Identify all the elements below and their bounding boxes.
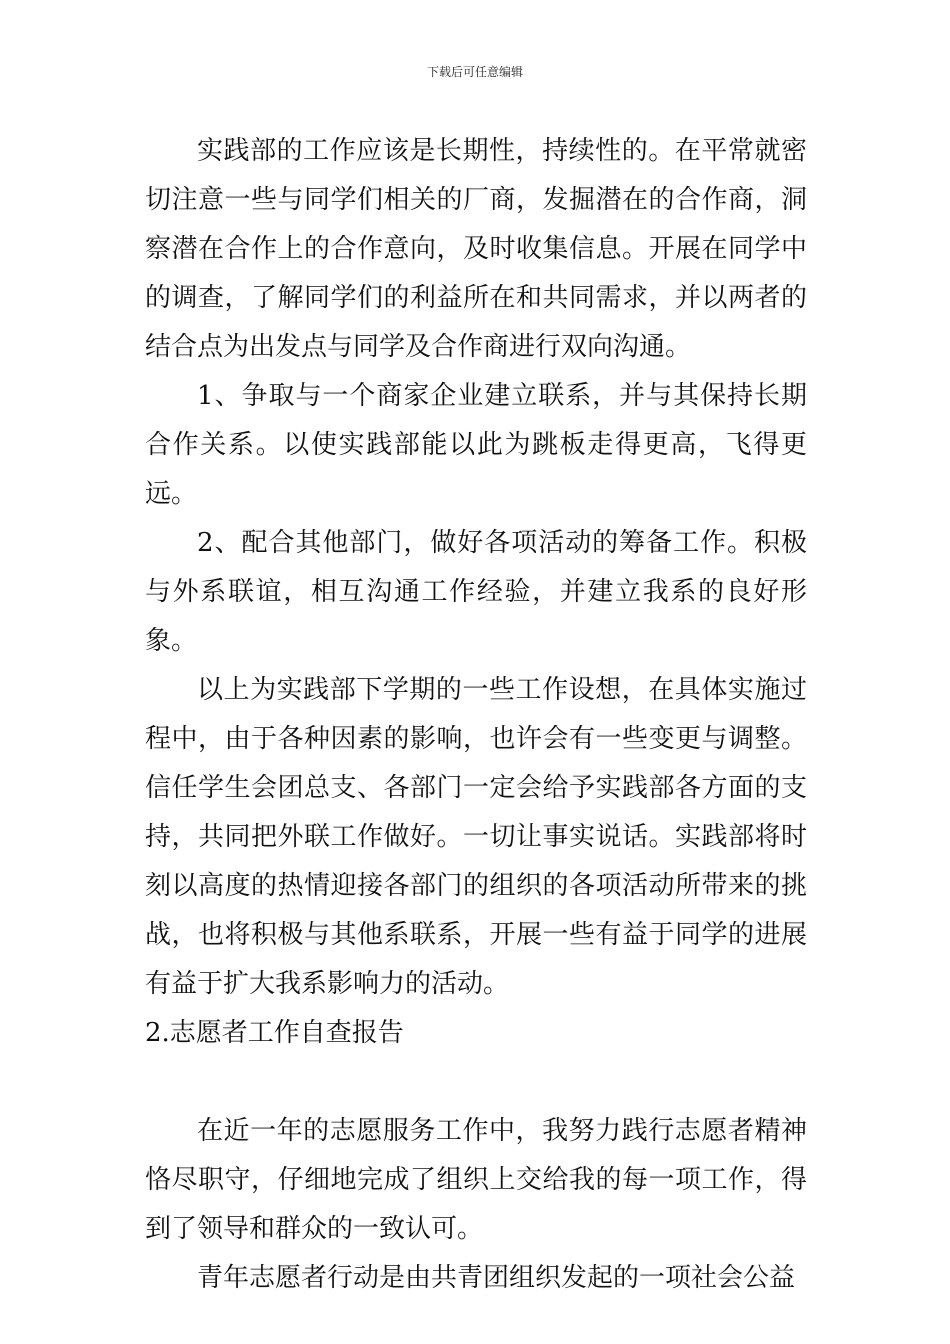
- paragraph-volunteer-intro: 在近一年的志愿服务工作中，我努力践行志愿者精神恪尽职守，仔细地完成了组织上交给我的每一项工作，得到了领导和群众的一致认可。: [145, 1116, 807, 1244]
- paragraph-volunteer-action: 青年志愿者行动是由共青团组织发起的一项社会公益: [197, 1263, 796, 1293]
- blank-line: [145, 1058, 807, 1107]
- paragraph-item-2: 2、配合其他部门，做好各项活动的筹备工作。积极与外系联谊，相互沟通工作经验，并建立我系的良好形象。: [145, 528, 807, 656]
- document-body: [145, 127, 807, 1303]
- page-header-note: 下载后可任意编辑: [426, 65, 523, 79]
- paragraph-item-1: 1、争取与一个商家企业建立联系，并与其保持长期合作关系。以使实践部能以此为跳板走得更高，飞得更远。: [145, 381, 807, 509]
- paragraph-practice-dept-intro: 实践部的工作应该是长期性，持续性的。在平常就密切注意一些与同学们相关的厂商，发掘潜在的合作商，洞察潜在合作上的合作意向，及时收集信息。开展在同学中的调查，了解同学们的利益所在和共同需求，并以两者的结合点为出发点与同学及合作商进行双向沟通。: [145, 136, 807, 362]
- paragraph-summary: 以上为实践部下学期的一些工作设想，在具体实施过程中，由于各种因素的影响，也许会有一些变更与调整。信任学生会团总支、各部门一定会给予实践部各方面的支持，共同把外联工作做好。一切让事实说话。实践部将时刻以高度的热情迎接各部门的组织的各项活动所带来的挑战，也将积极与其他系联系，开展一些有益于同学的进展有益于扩大我系影响力的活动。: [145, 675, 807, 999]
- section-heading: 2.志愿者工作自查报告: [145, 1018, 404, 1048]
